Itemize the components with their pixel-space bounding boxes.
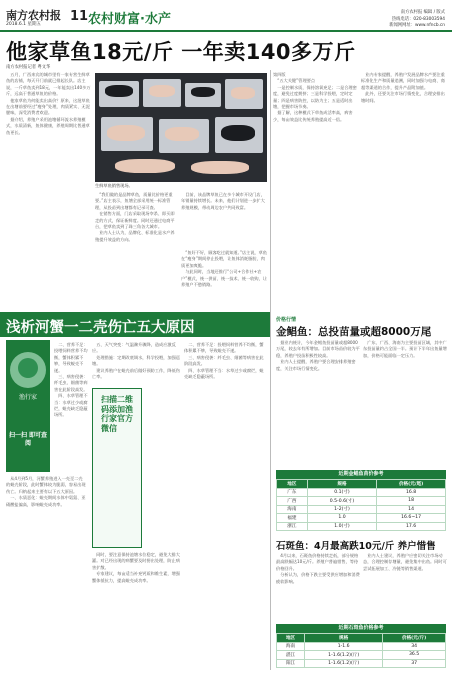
table-cell: 16.8: [377, 488, 446, 497]
table-row: [277, 659, 446, 668]
grouper-table-caption: 近期石斑鱼价格参考: [276, 624, 446, 633]
page-header: [0, 0, 452, 32]
fish-logo-icon: [18, 358, 38, 378]
table-header-row: [277, 634, 446, 643]
pomfret-price-table: [276, 479, 446, 531]
section-title: 农村财富·水产: [88, 12, 171, 27]
crab-col-1: 从4月到5月，河蟹养殖进入一壳至二壳的蜕壳阶段，此时蟹体较为脆弱，容易出现伤亡。归纳起来主要有以下五大原因。 一、水质恶化：蜕壳期间水体中氨氮、亚硝酸盐偏高，影响蜕壳成功率。: [6, 476, 86, 507]
table-header-cell: 地区: [277, 634, 305, 643]
main-col-6: “鱼好不好，顾客吃过就知道。”店主说，草鱼在“瘦身”期间停止投喂，让鱼体消耗脂肪，肉质更加爽脆。 与此同时，当地还推行“公司+合作社+农户”模式，统一供苗、统一技术、统一收购，让养殖户不愁销路。: [181, 250, 267, 288]
badge-name: 渔行家: [18, 394, 37, 401]
table-row: [277, 514, 446, 523]
table-header-cell: 价格(元/尾): [377, 480, 446, 489]
table-row: [277, 642, 446, 651]
table-header-cell: 规格: [305, 634, 383, 643]
qr-promo-text: 扫描二维码添加渔行家官方微信: [101, 395, 133, 433]
main-col-4: 第四版 “五大关键”管理要点 一是控制水质，保持溶氧充足；二是合理密度，避免过度拥挤；三是科学投喂，定时定量；四是病害防控，以防为主；五是适时出塘，把握市场节奏。 据了解，这种模式下草鱼成活率高，病害少，每亩效益比传统养殖提高近一倍。: [273, 72, 357, 122]
table-cell: 36.5: [383, 651, 446, 660]
table-cell: 海南: [277, 505, 308, 514]
table-row: [277, 497, 446, 506]
price-section-tag: 价格行情: [276, 317, 297, 323]
photo-caption: 生鲜草鱼销售现场。: [95, 183, 133, 188]
fish-shape: [221, 125, 255, 141]
table-row: [277, 522, 446, 531]
issue-date: 2018.6.1 星期五: [6, 22, 41, 27]
grouper-price-table: [276, 633, 446, 668]
table-cell: 34: [383, 642, 446, 651]
table-cell: 16.6~17: [377, 514, 446, 523]
fish-shape: [191, 87, 215, 97]
table-cell: 14: [377, 505, 446, 514]
table-cell: 18: [377, 497, 446, 506]
fish-market-photo: [95, 73, 267, 182]
table-cell: 1.0: [307, 514, 376, 523]
table-cell: 17.6: [377, 522, 446, 531]
pomfret-col-2: 广东、广西、海南为主要投苗区域，其中广东投苗量约占全国一半。预计下半年出鱼量增加，价格可能面临一定压力。: [363, 340, 447, 358]
newspaper-logo: 南方农村报: [6, 9, 61, 22]
table-header-cell: 价格(元/斤): [383, 634, 446, 643]
badge-qr-text: 扫一扫 即可查阅: [8, 432, 48, 447]
table-cell: 海南: [277, 642, 305, 651]
main-byline: 南方农村报记者 粤文华: [6, 65, 51, 70]
fish-shape: [105, 85, 133, 97]
phone-line: 热线电话：020-83003594: [391, 16, 445, 22]
table-cell: 浙江: [277, 522, 308, 531]
fish-shape: [149, 85, 175, 97]
crab-title-band: [0, 312, 270, 337]
table-cell: 福建: [277, 514, 308, 523]
table-header-cell: 地区: [277, 480, 308, 489]
pomfret-table-caption: 近期金鲳鱼苗价参考: [276, 470, 446, 479]
table-cell: 阳江: [277, 659, 305, 668]
table-cell: 1-1.6(1.2)(斤): [305, 659, 383, 668]
table-header-row: [277, 480, 446, 489]
crab-headline: 浅析河蟹一二壳伤亡五大原因: [6, 320, 195, 336]
main-col-3: 目前，该品牌草鱼已在多个城市开设门店，年销量持续增长。未来，他们计划进一步扩大养殖规模，带动周边农户共同致富。: [181, 192, 265, 210]
table-cell: 1.0(寸): [307, 522, 376, 531]
grouper-col-2: 业内人士建议，养殖户应密切关注市场动态，合理控制存塘量，避免集中出鱼。同时可尝试拓展加工、冷链等销售渠道。: [363, 553, 447, 571]
table-cell: 0.5-0.6(寸): [307, 497, 376, 506]
table-header-cell: 规格: [307, 480, 376, 489]
crab-col-1b: 二、营养不足：投喂饲料营养不均衡，蟹体积累不够，导致蜕壳不遂。 三、病害侵袭：纤毛虫、细菌等病害在此阶段高发。 四、水草管理不当：水草过少或腐烂，蜕壳缺乏隐蔽场所。: [54, 342, 88, 418]
table-cell: 1-1.6(1.2)(斤): [305, 651, 383, 660]
table-cell: 湛江: [277, 651, 305, 660]
pomfret-headline: 金鲳鱼：总投苗量或超8000万尾: [276, 326, 432, 338]
header-extra: 南方农村报 编辑 / 版式: [400, 10, 445, 15]
fish-shape: [231, 87, 255, 99]
table-cell: 37: [383, 659, 446, 668]
fish-shape: [191, 161, 249, 174]
table-cell: 广东: [277, 488, 308, 497]
contact-info: [255, 10, 445, 30]
main-headline: 他家草鱼18元/斤 一年卖140多万斤: [6, 40, 356, 64]
table-cell: 广西: [277, 497, 308, 506]
main-col-5: 业内专家提醒，养殖户发展品牌水产要注重标准化生产和质量追溯，同时加强与电商、商超等渠道的合作，提升产品附加值。 此外，还要关注市场行情变化，合理安排出塘时间。: [361, 72, 445, 103]
table-row: [277, 651, 446, 660]
table-cell: 0.1(寸): [307, 488, 376, 497]
grouper-headline: 石斑鱼：4月最高跌10元/斤 养户惜售: [276, 541, 436, 552]
grouper-col-1: 4月以来，石斑鱼价格持续走低，部分规格最高跌幅达10元/斤。养殖户普遍惜售，等待价格回升。 分析认为，价格下跌主要受供应增加和消费疲软影响。: [276, 553, 360, 584]
crab-col-3: 同时，要注意保持池塘水位稳定，避免大排大灌。对已经出现的病蟹要及时捞出处理，防止病害扩散。 专家建议，每亩适当补充钙质和维生素，增强蟹体抵抗力，提高蜕壳成功率。: [92, 552, 180, 583]
page-number: 11: [70, 9, 89, 24]
table-cell: 1-2(寸): [307, 505, 376, 514]
crab-col-4: 二、营养不足：投喂饲料营养不均衡，蟹体积累不够，导致蜕壳不遂。 三、病害侵袭：纤毛虫、细菌等病害在此阶段高发。 四、水草管理不当：水草过少或腐烂，蜕壳缺乏隐蔽场所。: [184, 342, 264, 380]
table-row: [277, 488, 446, 497]
main-col-1: 五月，广西来宾的城市里有一家专营生鲜草鱼的店铺，每天开门前就已排起长队。店主说，一斤草鱼卖到18元，一年能卖出140多万斤，远高于普通草鱼的价格。 他家草鱼为何能卖出高价？原来，这批草鱼在出塘前要经过“瘦身”处理，肉质紧实、无泥腥味，深受消费者欢迎。 据介绍，养殖户采用池塘循环流水养殖模式，水质清新，鱼体健康，养殖周期比普通草鱼更长。: [6, 72, 91, 135]
table-row: [277, 505, 446, 514]
yuhangjia-badge: [6, 340, 50, 472]
crab-col-2: 五、天气突变：气温骤升骤降，造成应激反应。 处理措施：定期改底调水，科学投喂，加强巡塘。 建议养殖户在蜕壳前后做好预防工作，降低伤亡率。: [92, 342, 180, 380]
main-col-2: “我们做的是品牌草鱼，质量比价格更重要。”店主表示，鱼塘全部采用统一标准管理，从投苗到出塘都有记录可查。 在销售方面，门店采取现场宰杀、即买即走的方式，保证新鲜度。同时还通过电商平台，把草鱼卖到了珠三角各大城市。 业内人士认为，品牌化、标准化是水产养殖提升效益的方向。: [95, 192, 175, 242]
fish-shape: [165, 127, 199, 141]
fish-shape: [107, 125, 145, 141]
qr-promo-box: [92, 388, 142, 548]
fish-shape: [115, 159, 175, 173]
url-line: 新闻网网址：www.nfncb.cn: [389, 23, 445, 28]
pomfret-col-1: 据业内统计，今年金鲳鱼投苗量或超8000万尾，较去年有所增加。目前市场苗价较为平稳，养殖户投苗积极性较高。 业内人士提醒，养殖户要合理安排养殖密度，关注市场行情变化。: [276, 340, 360, 371]
table-cell: 1-1.6: [305, 642, 383, 651]
column-divider: [270, 70, 271, 670]
